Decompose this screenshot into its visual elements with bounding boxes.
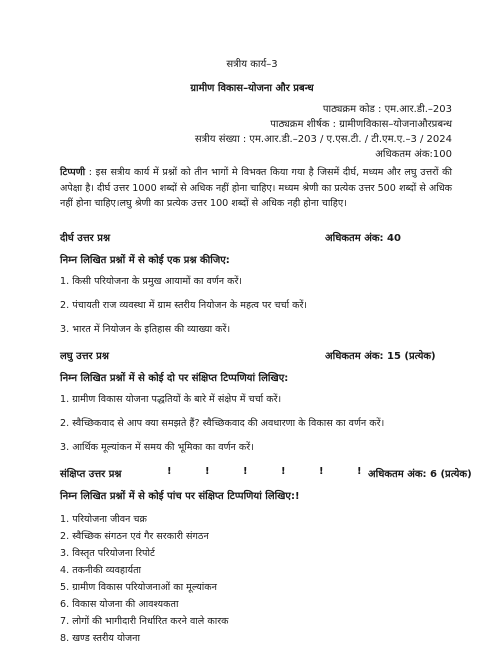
short-question-3: 3. विस्तृत परियोजना रिपोर्ट: [60, 548, 155, 559]
medium-question-1: 1. ग्रामीण विकास योजना पद्धतियों के बारे में संक्षेप में चर्चा करें।: [60, 394, 282, 405]
short-answer-instruction: निम्न लिखित प्रश्नों में से कोई पांच पर संक्षिप्त टिप्पणियां लिखिए:!: [60, 491, 300, 502]
note-text: : इस सत्रीय कार्य में प्रश्नों को तीन भागों मे विभक्त किया गया है जिसमें दीर्घ, मध्यम और लघु उत्तरों की अपेक्षा है। दीर्घ उत्तर 1000 शब्दों से अधिक नहीं होना चाहिए। मध्यम श्रेणी का प्रत्येक उत्तर 500 शब्दों से अधिक नहीं होना चाहिए।लघु श्रेणी का प्रत्येक उत्तर 100 शब्दों से अधिक नही होना चाहिए।: [60, 167, 452, 209]
medium-question-2: 2. स्वैच्छिकवाद से आप क्या समझते हैं? स्वैच्छिकवाद की अवधारणा के विकास का वर्णन करें।: [60, 418, 385, 429]
medium-answer-heading: लघु उत्तर प्रश्न: [60, 351, 109, 362]
assignment-number: सत्रीय संख्या : एम.आर.डी.–203 / ए.एस.टी. / टी.एम.ए.–3 / 2024: [194, 134, 452, 145]
short-question-1: 1. परियोजना जीवन चक्र: [60, 514, 147, 525]
medium-answer-header: [60, 348, 452, 362]
course-code: पाठ्यक्रम कोड : एम.आर.डी.–203: [322, 104, 452, 115]
note-label: टिप्पणी: [60, 167, 86, 178]
short-question-2: 2. स्वैच्छिक संगठन एवं गैर सरकारी संगठन: [60, 531, 209, 542]
medium-answer-marks: अधिकतम अंक: 15 (प्रत्येक): [325, 351, 436, 362]
medium-question-3: 3. आर्थिक मूल्यांकन में समय की भूमिका का वर्णन करें।: [60, 442, 254, 453]
short-answer-marks: अधिकतम अंक: 6 (प्रत्येक): [368, 469, 472, 480]
exclamation-mark: !: [167, 466, 172, 477]
short-question-6: 6. विकास योजना की आवश्यकता: [60, 599, 179, 610]
exclamation-mark: !: [319, 466, 324, 477]
short-question-4: 4. तकनीकी व्यवहार्यता: [60, 565, 142, 576]
assignment-title: सत्रीय कार्य–3: [226, 59, 278, 70]
long-answer-heading: दीर्घ उत्तर प्रश्न: [60, 233, 111, 244]
short-question-5: 5. ग्रामीण विकास परियोजनाओं का मूल्यांकन: [60, 582, 217, 593]
medium-answer-instruction: निम्न लिखित प्रश्नों में से कोई दो पर संक्षिप्त टिप्पणियां लिखिए:: [60, 373, 289, 384]
assignment-subtitle: ग्रामीण विकास–योजना और प्रबन्ध: [190, 83, 314, 94]
short-answer-heading: संक्षिप्त उत्तर प्रश्न: [60, 469, 122, 480]
long-question-2: 2. पंचायती राज व्यवस्था में ग्राम स्तरीय नियोजन के महत्व पर चर्चा करें।: [60, 300, 308, 311]
note-paragraph: [60, 165, 452, 212]
exclamation-mark: !: [243, 466, 248, 477]
short-question-8: 8. खण्ड स्तरीय योजना: [60, 633, 140, 644]
exclamation-mark: !: [281, 466, 286, 477]
short-question-7: 7. लोगों की भागीदारी निर्धारित करने वाले कारक: [60, 616, 229, 627]
exclamation-mark: !: [357, 466, 362, 477]
long-answer-header: [60, 230, 452, 244]
long-question-3: 3. भारत में नियोजन के इतिहास की व्याख्या करें।: [60, 324, 231, 335]
long-answer-marks: अधिकतम अंक: 40: [325, 233, 401, 244]
long-answer-instruction: निम्न लिखित प्रश्नों में से कोई एक प्रश्न कीजिए:: [60, 255, 230, 266]
header-max-marks: अधिकतम अंक:100: [375, 149, 452, 160]
short-answer-header: [60, 466, 472, 480]
exclamation-mark: !: [205, 466, 210, 477]
long-question-1: 1. किसी परियोजना के प्रमुख आयामों का वर्णन करें।: [60, 276, 243, 287]
course-title: पाठ्यक्रम शीर्षक : ग्रामीणविकास–योजनाऔरप्रबन्ध: [270, 119, 452, 130]
